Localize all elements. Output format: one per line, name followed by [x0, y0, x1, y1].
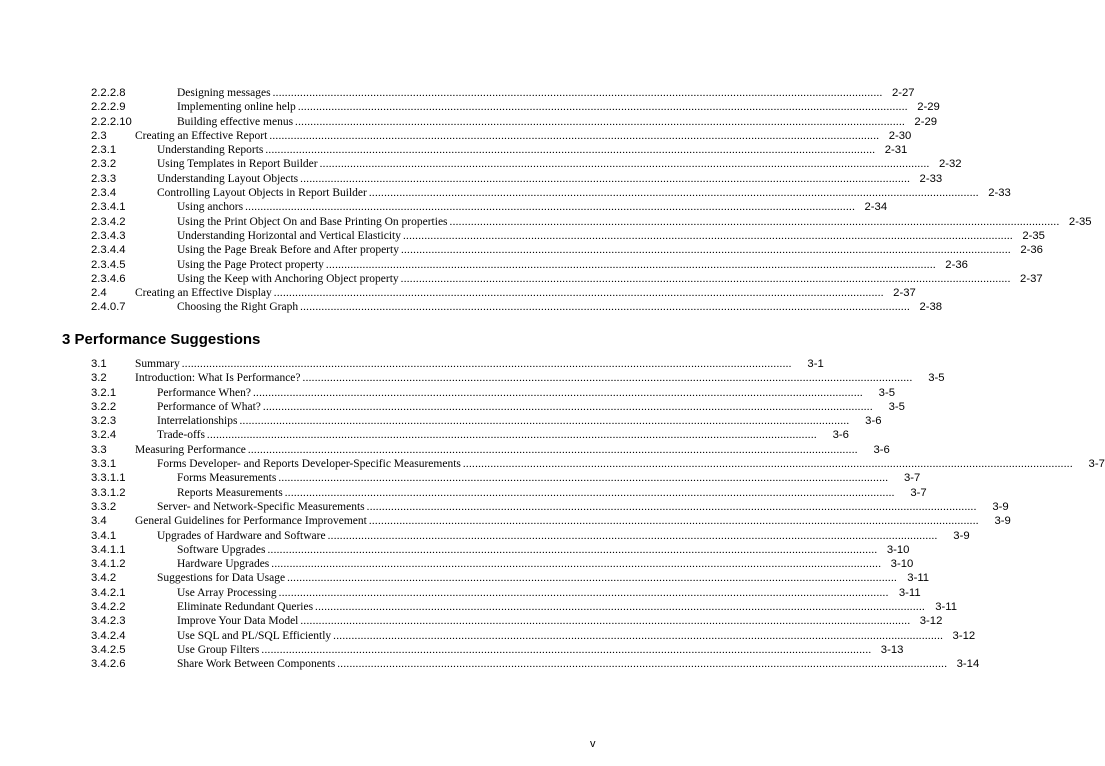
toc-entry-title: Forms Measurements — [177, 472, 277, 485]
toc-entry-line — [157, 157, 962, 171]
toc-entry-page: 3-9 — [994, 515, 1011, 528]
toc-entry-number: 2.3 — [91, 129, 107, 142]
toc-entry-line — [177, 471, 921, 485]
dot-leader: ........................................................................................................................................................................................................ — [462, 458, 1073, 471]
toc-entry[interactable] — [91, 357, 824, 371]
toc-entry-number: 2.4.0.7 — [91, 301, 126, 314]
toc-entry-page: 2-37 — [1020, 272, 1043, 285]
toc-entry[interactable] — [91, 172, 943, 186]
toc-entry[interactable] — [91, 543, 910, 557]
toc-section-3 — [91, 357, 1105, 672]
dot-leader: ........................................................................................................................................................................................................ — [245, 201, 856, 214]
toc-entry-number: 3.4.2.6 — [91, 658, 126, 671]
toc-entry-number: 3.4.2.5 — [91, 643, 126, 656]
dot-leader: ........................................................................................................................................................................................................ — [287, 572, 898, 585]
toc-entry-page: 2-29 — [917, 101, 940, 114]
dot-leader: ........................................................................................................................................................................................................ — [278, 472, 889, 485]
dot-leader: ........................................................................................................................................................................................................ — [315, 601, 926, 614]
toc-entry-line — [135, 129, 912, 143]
dot-leader: ........................................................................................................................................................................................................ — [302, 372, 913, 385]
toc-entry[interactable] — [91, 657, 980, 671]
toc-entry-number: 2.3.4.1 — [91, 201, 126, 214]
toc-entry[interactable] — [91, 486, 927, 500]
dot-leader: ........................................................................................................................................................................................................ — [252, 386, 863, 399]
toc-section-2 — [91, 86, 1092, 315]
toc-entry[interactable] — [91, 414, 882, 428]
toc-entry-title: Using Templates in Report Builder — [157, 158, 318, 171]
toc-entry-title: Suggestions for Data Usage — [157, 572, 286, 585]
toc-entry-line — [177, 586, 921, 600]
toc-entry-number: 2.3.3 — [91, 172, 117, 185]
toc-entry-title: Use Group Filters — [177, 643, 260, 656]
toc-entry-number: 2.2.2.8 — [91, 87, 126, 99]
toc-entry[interactable] — [91, 500, 1009, 514]
toc-entry-title: Reports Measurements — [177, 486, 283, 499]
toc-entry-title: Use SQL and PL/SQL Efficiently — [177, 629, 332, 642]
toc-entry-page: 3-6 — [832, 429, 849, 442]
toc-entry-page: 3-5 — [928, 372, 945, 385]
dot-leader: ........................................................................................................................................................................................................ — [449, 215, 1060, 228]
dot-leader: ........................................................................................................................................................................................................ — [262, 400, 873, 413]
toc-entry-number: 3.4.2.4 — [91, 629, 126, 642]
toc-entry-number: 3.4.1.2 — [91, 558, 126, 571]
toc-entry-line — [177, 643, 904, 657]
toc-entry-page: 2-35 — [1068, 215, 1092, 228]
toc-entry-number: 3.4.2.3 — [91, 615, 126, 628]
toc-entry-number: 2.3.4.5 — [91, 258, 126, 271]
toc-entry-number: 3.3.1 — [91, 458, 117, 471]
toc-entry-title: Introduction: What Is Performance? — [135, 372, 301, 385]
toc-entry-number: 3.3.2 — [91, 500, 117, 513]
dot-leader: ........................................................................................................................................................................................................ — [271, 558, 882, 571]
dot-leader: ........................................................................................................................................................................................................ — [284, 486, 895, 499]
toc-entry[interactable] — [91, 129, 912, 143]
toc-entry-line — [177, 600, 958, 614]
toc-entry-title: Using the Print Object On and Base Printing On properties — [177, 215, 448, 228]
toc-entry[interactable] — [91, 600, 958, 614]
toc-entry-page: 2-33 — [988, 187, 1011, 200]
toc-entry[interactable] — [91, 258, 968, 272]
toc-entry-title: Controlling Layout Objects in Report Builder — [157, 187, 367, 200]
toc-entry-page: 3-5 — [878, 386, 895, 399]
toc-entry-number: 2.2.2.9 — [91, 101, 126, 114]
toc-entry-title: Using anchors — [177, 201, 244, 214]
toc-entry-line — [177, 272, 1043, 286]
toc-entry-number: 3.4 — [91, 515, 107, 528]
dot-leader: ........................................................................................................................................................................................................ — [333, 629, 944, 642]
toc-entry[interactable] — [91, 629, 976, 643]
dot-leader: ........................................................................................................................................................................................................ — [206, 429, 817, 442]
toc-entry-number: 3.4.1 — [91, 529, 117, 542]
toc-entry-line — [157, 143, 908, 157]
toc-entry-number: 3.4.2.2 — [91, 601, 126, 614]
toc-entry-page: 2-38 — [919, 301, 943, 314]
toc-entry-number: 2.4 — [91, 287, 107, 300]
toc-entry[interactable] — [91, 215, 1092, 229]
toc-entry-line — [135, 357, 824, 371]
toc-entry-page: 3-9 — [992, 500, 1009, 513]
toc-entry-page: 3-11 — [907, 572, 930, 585]
toc-entry[interactable] — [91, 200, 888, 214]
toc-entry-page: 3-11 — [898, 586, 921, 599]
toc-entry-line — [177, 200, 888, 214]
toc-entry-line — [157, 500, 1009, 514]
dot-leader: ........................................................................................................................................................................................................ — [278, 586, 889, 599]
toc-entry-title: Building effective menus — [177, 115, 294, 128]
toc-entry-line — [177, 243, 1043, 257]
toc-entry[interactable] — [91, 586, 921, 600]
toc-entry-number: 3.3.1.1 — [91, 472, 126, 485]
toc-entry-title: Using the Keep with Anchoring Object property — [177, 272, 399, 285]
dot-leader: ........................................................................................................................................................................................................ — [273, 287, 884, 300]
toc-entry-line — [157, 400, 905, 414]
toc-entry-line — [177, 543, 910, 557]
dot-leader: ........................................................................................................................................................................................................ — [269, 129, 880, 142]
dot-leader: ........................................................................................................................................................................................................ — [300, 301, 911, 314]
toc-entry[interactable] — [91, 428, 849, 442]
toc-entry-page: 3-10 — [890, 558, 914, 571]
toc-entry-line — [135, 443, 890, 457]
dot-leader: ........................................................................................................................................................................................................ — [272, 87, 883, 99]
dot-leader: ........................................................................................................................................................................................................ — [319, 158, 930, 171]
toc-entry-number: 2.3.4.3 — [91, 229, 126, 242]
toc-entry-number: 2.3.4.6 — [91, 272, 126, 285]
toc-entry[interactable] — [91, 229, 1045, 243]
toc-entry-page: 3-6 — [873, 443, 890, 456]
toc-entry-page: 2-27 — [891, 87, 915, 99]
toc-entry-page: 3-7 — [910, 486, 927, 499]
toc-entry[interactable] — [91, 86, 915, 100]
toc-entry[interactable] — [91, 400, 905, 414]
toc-entry-line — [177, 614, 943, 628]
toc-entry-line — [177, 629, 976, 643]
toc-entry-title: Interrelationships — [157, 415, 238, 428]
toc-entry-title: Hardware Upgrades — [177, 558, 270, 571]
dot-leader: ........................................................................................................................................................................................................ — [261, 643, 872, 656]
toc-entry-number: 3.3.1.2 — [91, 486, 126, 499]
toc-entry-page: 3-1 — [807, 358, 824, 370]
toc-entry[interactable] — [91, 100, 940, 114]
toc-entry-title: Eliminate Redundant Queries — [177, 601, 314, 614]
toc-entry-page: 2-32 — [938, 158, 962, 171]
toc-entry-line — [157, 186, 1011, 200]
toc-entry-title: Forms Developer- and Reports Developer-Specific Measurements — [157, 458, 461, 471]
dot-leader: ........................................................................................................................................................................................................ — [300, 615, 911, 628]
toc-entry-title: Choosing the Right Graph — [177, 301, 299, 314]
toc-entry-line — [157, 428, 849, 442]
dot-leader: ........................................................................................................................................................................................................ — [300, 172, 911, 185]
toc-entry[interactable] — [91, 143, 908, 157]
toc-entry-page: 3-6 — [865, 415, 882, 428]
toc-entry-number: 3.2.1 — [91, 386, 117, 399]
toc-entry-number: 3.1 — [91, 358, 107, 370]
toc-entry-page: 2-30 — [888, 129, 912, 142]
toc-entry-title: Trade-offs — [157, 429, 205, 442]
toc-entry[interactable] — [91, 529, 970, 543]
toc-entry[interactable] — [91, 386, 895, 400]
toc-entry[interactable] — [91, 457, 1105, 471]
toc-entry-page: 3-5 — [888, 400, 905, 413]
dot-leader: ........................................................................................................................................................................................................ — [400, 244, 1011, 257]
toc-entry-number: 2.3.1 — [91, 144, 117, 157]
toc-entry-title: Upgrades of Hardware and Software — [157, 529, 326, 542]
toc-entry[interactable] — [91, 157, 962, 171]
toc-entry[interactable] — [91, 115, 938, 129]
toc-entry-line — [177, 86, 915, 100]
dot-leader: ........................................................................................................................................................................................................ — [297, 101, 908, 114]
toc-entry-title: Creating an Effective Report — [135, 129, 268, 142]
toc-entry-number: 3.2.2 — [91, 400, 117, 413]
toc-entry-line — [177, 115, 938, 129]
toc-entry-line — [157, 571, 930, 585]
chapter-heading: 3 Performance Suggestions — [62, 331, 261, 348]
toc-entry[interactable] — [91, 371, 945, 385]
toc-entry-title: Use Array Processing — [177, 586, 277, 599]
toc-entry[interactable] — [91, 471, 921, 485]
toc-entry-page: 2-36 — [1020, 244, 1043, 257]
toc-entry-line — [157, 386, 895, 400]
toc-entry-line — [157, 172, 943, 186]
toc-entry[interactable] — [91, 643, 904, 657]
toc-entry-line — [157, 529, 970, 543]
toc-entry-page: 3-11 — [935, 601, 958, 614]
toc-entry[interactable] — [91, 186, 1011, 200]
toc-entry[interactable] — [91, 614, 943, 628]
toc-entry-page: 3-14 — [956, 658, 980, 671]
toc-entry-title: Measuring Performance — [135, 443, 246, 456]
dot-leader: ........................................................................................................................................................................................................ — [295, 115, 906, 128]
toc-entry-line — [135, 371, 945, 385]
dot-leader: ........................................................................................................................................................................................................ — [366, 500, 977, 513]
toc-entry-line — [135, 286, 916, 300]
dot-leader: ........................................................................................................................................................................................................ — [265, 144, 876, 157]
toc-entry-number: 3.2 — [91, 372, 107, 385]
toc-entry-title: Implementing online help — [177, 101, 296, 114]
dot-leader: ........................................................................................................................................................................................................ — [368, 187, 979, 200]
toc-entry-page: 3-7 — [1088, 458, 1105, 471]
toc-entry-title: Software Upgrades — [177, 543, 266, 556]
toc-entry-page: 2-29 — [914, 115, 938, 128]
toc-entry-number: 2.3.4.4 — [91, 244, 126, 257]
toc-entry-title: Summary — [135, 358, 180, 370]
toc-entry-title: Understanding Horizontal and Vertical Elasticity — [177, 229, 401, 242]
toc-entry-line — [177, 258, 968, 272]
toc-entry-title: Designing messages — [177, 87, 271, 99]
toc-entry[interactable] — [91, 286, 916, 300]
dot-leader: ........................................................................................................................................................................................................ — [247, 443, 858, 456]
toc-entry-page: 2-36 — [945, 258, 968, 271]
toc-entry-page: 2-34 — [864, 201, 888, 214]
toc-entry-page: 3-12 — [952, 629, 976, 642]
toc-entry-line — [177, 557, 914, 571]
toc-entry-title: Understanding Reports — [157, 144, 264, 157]
toc-entry-number: 3.4.1.1 — [91, 543, 126, 556]
toc-entry-title: Performance When? — [157, 386, 251, 399]
dot-leader: ........................................................................................................................................................................................................ — [181, 358, 792, 370]
toc-entry-number: 2.3.4.2 — [91, 215, 126, 228]
toc-entry-page: 2-37 — [893, 287, 916, 300]
toc-entry[interactable] — [91, 243, 1043, 257]
dot-leader: ........................................................................................................................................................................................................ — [400, 272, 1011, 285]
toc-entry-number: 2.3.4 — [91, 187, 117, 200]
toc-entry-title: Improve Your Data Model — [177, 615, 299, 628]
toc-entry-page: 2-31 — [884, 144, 908, 157]
toc-entry-page: 3-9 — [953, 529, 970, 542]
toc-entry-page: 2-33 — [919, 172, 943, 185]
toc-entry-number: 3.2.3 — [91, 415, 117, 428]
toc-entry[interactable] — [91, 272, 1043, 286]
page-number: v — [590, 738, 596, 750]
toc-entry-title: Creating an Effective Display — [135, 287, 272, 300]
toc-entry-number: 2.2.2.10 — [91, 115, 132, 128]
toc-entry[interactable] — [91, 443, 890, 457]
toc-entry-line — [177, 486, 927, 500]
dot-leader: ........................................................................................................................................................................................................ — [327, 529, 938, 542]
toc-entry-number: 3.4.2.1 — [91, 586, 126, 599]
toc-entry-title: General Guidelines for Performance Improvement — [135, 515, 367, 528]
toc-entry-line — [177, 229, 1045, 243]
toc-entry[interactable] — [91, 300, 943, 314]
dot-leader: ........................................................................................................................................................................................................ — [239, 415, 850, 428]
toc-entry-number: 2.3.2 — [91, 158, 117, 171]
toc-entry-page: 3-13 — [880, 643, 904, 656]
dot-leader: ........................................................................................................................................................................................................ — [402, 229, 1013, 242]
toc-entry-title: Understanding Layout Objects — [157, 172, 299, 185]
toc-entry-number: 3.2.4 — [91, 429, 117, 442]
toc-entry-page: 3-10 — [886, 543, 910, 556]
toc-entry-line — [157, 414, 882, 428]
dot-leader: ........................................................................................................................................................................................................ — [267, 543, 878, 556]
toc-entry-title: Server- and Network-Specific Measurements — [157, 500, 365, 513]
toc-entry-line — [157, 457, 1105, 471]
toc-entry-page: 3-12 — [919, 615, 943, 628]
toc-entry-title: Using the Page Protect property — [177, 258, 324, 271]
toc-entry-line — [177, 100, 940, 114]
toc-entry[interactable] — [91, 571, 930, 585]
toc-entry-page: 2-35 — [1022, 229, 1045, 242]
toc-entry-line — [177, 215, 1092, 229]
toc-entry-title: Performance of What? — [157, 400, 261, 413]
toc-entry-page: 3-7 — [904, 472, 921, 485]
toc-entry-title: Share Work Between Components — [177, 658, 336, 671]
dot-leader: ........................................................................................................................................................................................................ — [337, 658, 948, 671]
dot-leader: ........................................................................................................................................................................................................ — [325, 258, 936, 271]
dot-leader: ........................................................................................................................................................................................................ — [368, 515, 979, 528]
toc-entry-number: 3.3 — [91, 443, 107, 456]
toc-entry-title: Using the Page Break Before and After property — [177, 244, 399, 257]
toc-entry-line — [177, 300, 943, 314]
toc-entry-line — [177, 657, 980, 671]
toc-entry-line — [135, 514, 1011, 528]
toc-entry[interactable] — [91, 557, 914, 571]
toc-entry[interactable] — [91, 514, 1011, 528]
toc-entry-number: 3.4.2 — [91, 572, 117, 585]
